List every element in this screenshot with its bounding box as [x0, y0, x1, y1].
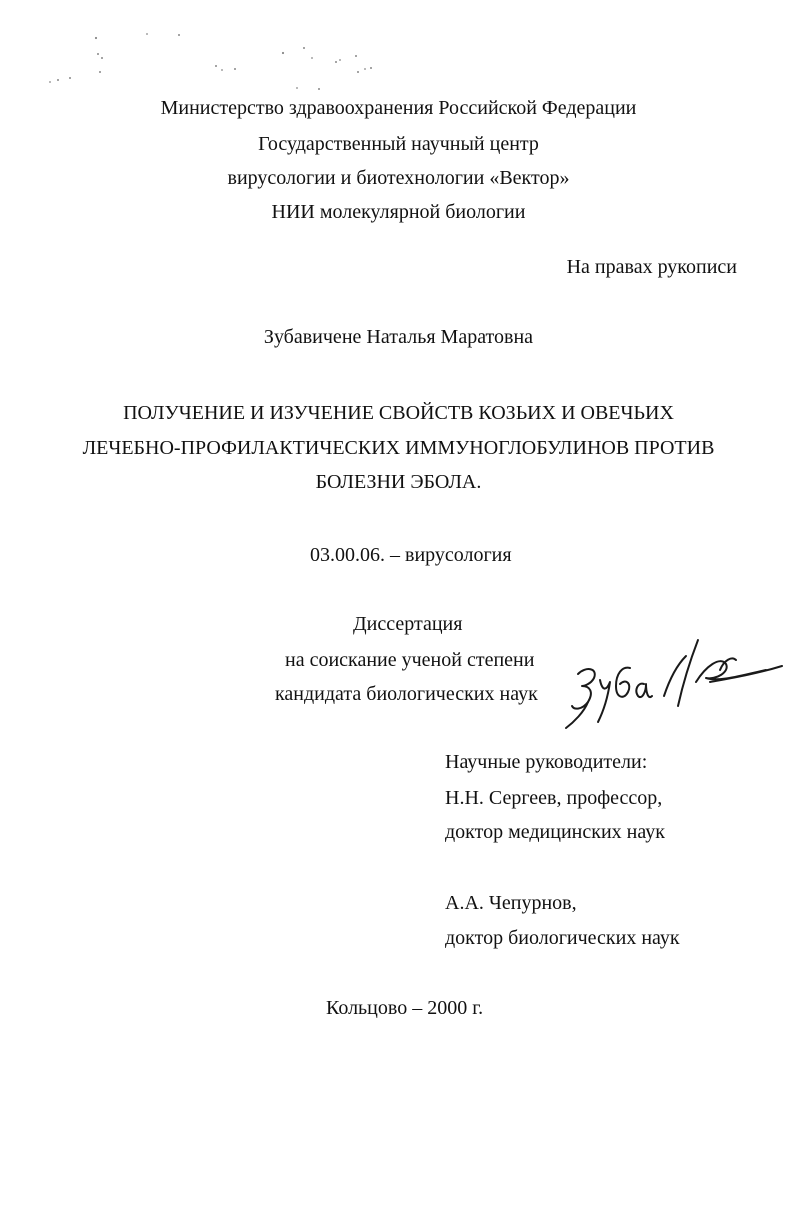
degree-line-1: Диссертация — [353, 613, 463, 635]
supervisor-2-degree: доктор биологических наук — [445, 927, 680, 949]
degree-line-3: кандидата биологических наук — [275, 683, 538, 705]
specialty-code: 03.00.06. – вирусология — [310, 544, 512, 566]
scan-noise-specks — [40, 20, 400, 90]
title-line-1: ПОЛУЧЕНИЕ И ИЗУЧЕНИЕ СВОЙСТВ КОЗЬИХ И ОВЕЧЬИХ — [123, 402, 674, 424]
place-year: Кольцово – 2000 г. — [326, 997, 484, 1019]
author-name: Зубавичене Наталья Маратовна — [263, 326, 534, 348]
manuscript-note: На правах рукописи — [566, 256, 737, 278]
supervisor-1-degree: доктор медицинских наук — [445, 821, 665, 843]
handwritten-signature-icon — [560, 630, 790, 735]
ministry-line: Министерство здравоохранения Российской Федерации — [160, 97, 637, 119]
title-line-3: БОЛЕЗНИ ЭБОЛА. — [315, 471, 482, 493]
center-name-line: вирусологии и биотехнологии «Вектор» — [227, 167, 570, 189]
supervisor-1-name: Н.Н. Сергеев, профессор, — [445, 787, 663, 809]
supervisor-2-name: А.А. Чепурнов, — [445, 892, 577, 914]
center-line: Государственный научный центр — [258, 133, 539, 155]
degree-line-2: на соискание ученой степени — [285, 649, 535, 671]
title-line-2: ЛЕЧЕБНО-ПРОФИЛАКТИЧЕСКИХ ИММУНОГЛОБУЛИНОВ ПРОТИВ — [82, 437, 715, 459]
supervisors-heading: Научные руководители: — [445, 751, 648, 773]
institute-line: НИИ молекулярной биологии — [271, 201, 526, 223]
